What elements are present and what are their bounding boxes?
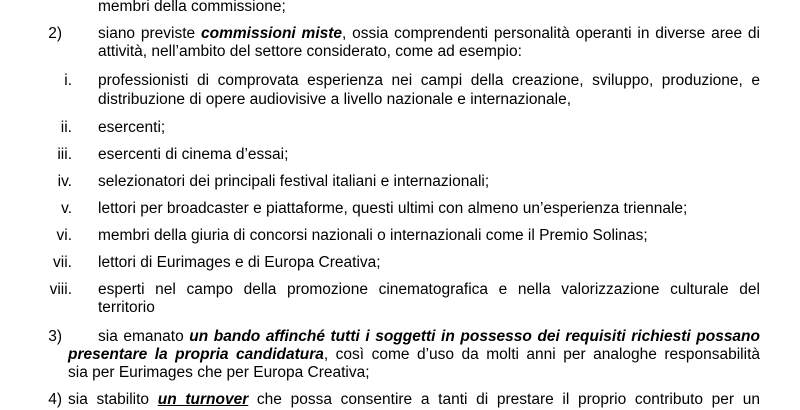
top-fragment <box>98 0 286 17</box>
roman-item-ii-text: esercenti; <box>98 119 166 136</box>
item-3-marker: 3) <box>48 328 62 345</box>
item-2-pre: siano previste <box>98 25 201 42</box>
item-2-emphasis: commissioni miste <box>200 25 343 42</box>
item-3-line-1 <box>98 327 760 347</box>
item-2-line-2: attività, nell’ambito del settore considerato, come ad esempio: <box>98 43 522 60</box>
roman-item-i-line-1: professionisti di comprovata esperienza nei campi della creazione, sviluppo, produzione, e <box>98 72 760 89</box>
roman-item-iv-marker: iv. <box>57 173 72 190</box>
roman-item-v-text: lettori per broadcaster e piattaforme, questi ultimi con almeno un’esperienza triennale; <box>98 200 688 217</box>
roman-item-iii-text: esercenti di cinema d’essai; <box>98 146 289 163</box>
item-3-pre: sia emanato <box>98 328 190 345</box>
item-4-line-1 <box>68 390 760 410</box>
item-2-marker: 2) <box>48 25 62 42</box>
item-4-emphasis: un turnover <box>157 391 249 408</box>
item-4-post: che possa consentire a tanti di prestare il proprio contributo per un <box>248 391 761 408</box>
item-4-marker: 4) <box>48 391 62 408</box>
roman-item-ii-marker: ii. <box>60 119 72 136</box>
roman-item-vi-text: membri della giuria di concorsi nazionali o internazionali come il Premio Solinas; <box>98 227 648 244</box>
roman-item-v-marker: v. <box>61 200 72 217</box>
roman-item-i-line-2: distribuzione di opere audiovisive a livello nazionale e internazionale, <box>98 91 572 108</box>
roman-item-viii-line-2: territorio <box>98 299 155 316</box>
roman-item-vi-marker: vi. <box>56 227 72 244</box>
roman-item-vii-marker: vii. <box>53 254 72 271</box>
item-2-line-1 <box>98 24 760 44</box>
roman-item-iv-text: selezionatori dei principali festival italiani e internazionali; <box>98 173 490 190</box>
roman-item-viii-line-1: esperti nel campo della promozione cinematografica e nella valorizzazione culturale del <box>98 281 760 298</box>
roman-item-i-marker: i. <box>64 72 72 89</box>
item-4-pre: sia stabilito <box>68 391 158 408</box>
roman-item-vii-text: lettori di Eurimages e di Europa Creativa; <box>98 254 381 271</box>
item-3-emphasis-2: presentare la propria candidatura <box>68 346 324 363</box>
item-3-line-3: sia per Eurimages che per Europa Creativa; <box>68 364 370 381</box>
item-3-post: , così come d’uso da molti anni per analoghe responsabilità <box>323 346 760 363</box>
item-3-line-2 <box>68 345 760 365</box>
roman-item-viii-marker: viii. <box>49 281 72 298</box>
item-2-post: , ossia comprendenti personalità operanti in diverse aree di <box>342 25 760 42</box>
item-3-emphasis-1: un bando affinché tutti i soggetti in possesso dei requisiti richiesti possano <box>189 328 760 345</box>
top-fragment-text: membri della commissione; <box>98 0 286 15</box>
roman-item-iii-marker: iii. <box>57 146 72 163</box>
